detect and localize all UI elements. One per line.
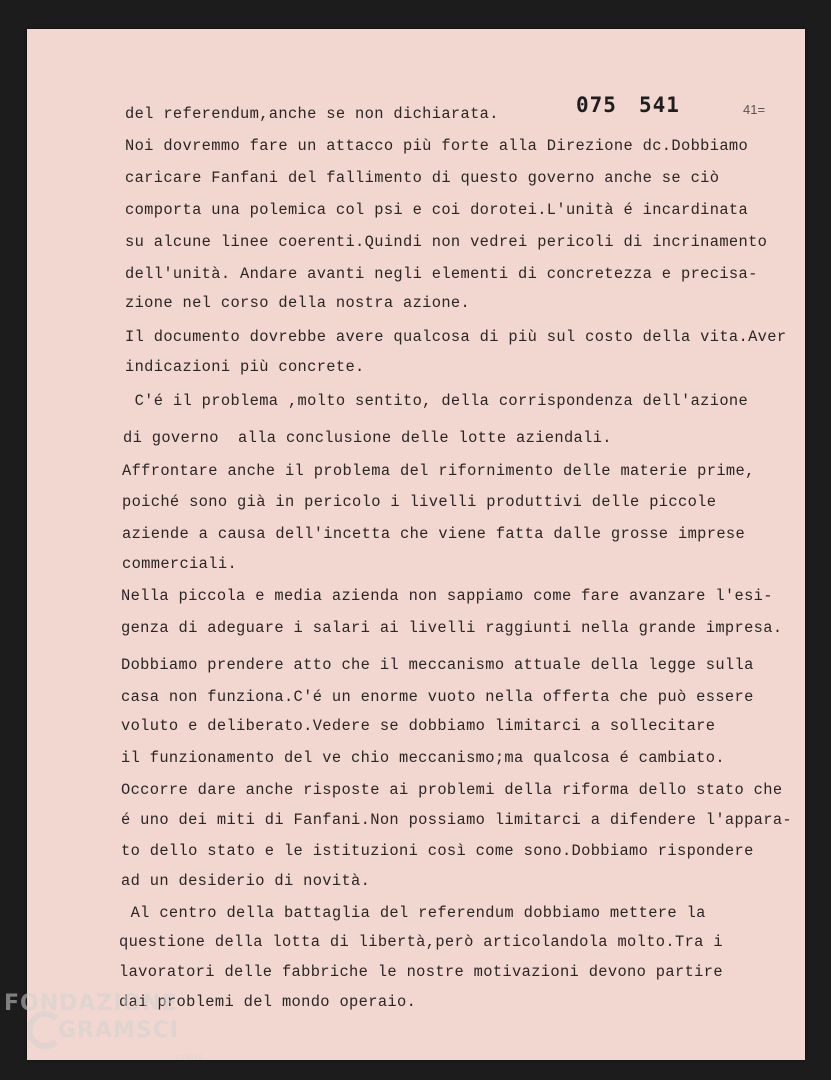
watermark-logo-icon (28, 1010, 62, 1050)
text-line: indicazioni più concrete. (125, 358, 365, 376)
text-line: poiché sono già in pericolo i livelli produttivi delle piccole (122, 493, 717, 511)
text-line: Affrontare anche il problema del rifornimento delle materie prime, (122, 462, 755, 480)
text-line: Il documento dovrebbe avere qualcosa di più sul costo della vita.Aver (125, 328, 787, 346)
archive-number-part2: 541 (638, 93, 680, 117)
text-line: dai problemi del mondo operaio. (119, 993, 417, 1011)
text-line: ad un desiderio di novità. (121, 872, 371, 890)
text-line: il funzionamento del ve chio meccanismo;ma qualcosa é cambiato. (121, 749, 725, 767)
text-line: Nella piccola e media azienda non sappiamo come fare avanzare l'esi- (121, 587, 773, 605)
text-line: Al centro della battaglia del referendum dobbiamo mettere la (121, 904, 706, 922)
watermark-line3: onlus (176, 1052, 203, 1063)
text-line: zione nel corso della nostra azione. (125, 294, 471, 312)
handwritten-page-mark: 41= (743, 102, 766, 117)
text-line: del referendum,anche se non dichiarata. (125, 105, 499, 123)
text-line: questione della lotta di libertà,però articolandola molto.Tra i (119, 933, 723, 951)
watermark-line1: FONDAZIONE (4, 991, 178, 1016)
text-line: to dello stato e le istituzioni così come sono.Dobbiamo rispondere (121, 842, 754, 860)
text-line: su alcune linee coerenti.Quindi non vedrei pericoli di incrinamento (125, 233, 768, 251)
text-line: dell'unità. Andare avanti negli elementi di concretezza e precisa- (125, 265, 758, 283)
text-line: commerciali. (122, 555, 238, 573)
fondazione-gramsci-watermark (0, 988, 215, 1080)
text-line: caricare Fanfani del fallimento di questo governo anche se ciò (125, 169, 720, 187)
text-line: voluto e deliberato.Vedere se dobbiamo limitarci a sollecitare (121, 717, 716, 735)
text-line: lavoratori delle fabbriche le nostre motivazioni devono partire (119, 963, 723, 981)
text-line: C'é il problema ,molto sentito, della corrispondenza dell'azione (125, 392, 749, 410)
text-line: casa non funziona.C'é un enorme vuoto nella offerta che può essere (121, 688, 754, 706)
watermark-line2: GRAMSCI (58, 1018, 180, 1043)
text-line: di governo alla conclusione delle lotte aziendali. (123, 429, 612, 447)
text-line: aziende a causa dell'incetta che viene fatta dalle grosse imprese (122, 525, 746, 543)
text-line: comporta una polemica col psi e coi dorotei.L'unità é incardinata (125, 201, 749, 219)
text-line: Occorre dare anche risposte ai problemi della riforma dello stato che (121, 781, 783, 799)
text-line: é uno dei miti di Fanfani.Non possiamo limitarci a difendere l'appara- (121, 811, 793, 829)
archive-number-part1: 075 (576, 93, 617, 117)
archive-number (576, 93, 702, 117)
text-line: Noi dovremmo fare un attacco più forte alla Direzione dc.Dobbiamo (125, 137, 749, 155)
text-line: Dobbiamo prendere atto che il meccanismo attuale della legge sulla (121, 656, 754, 674)
typewritten-page (27, 29, 805, 1060)
text-line: genza di adeguare i salari ai livelli raggiunti nella grande impresa. (121, 619, 783, 637)
